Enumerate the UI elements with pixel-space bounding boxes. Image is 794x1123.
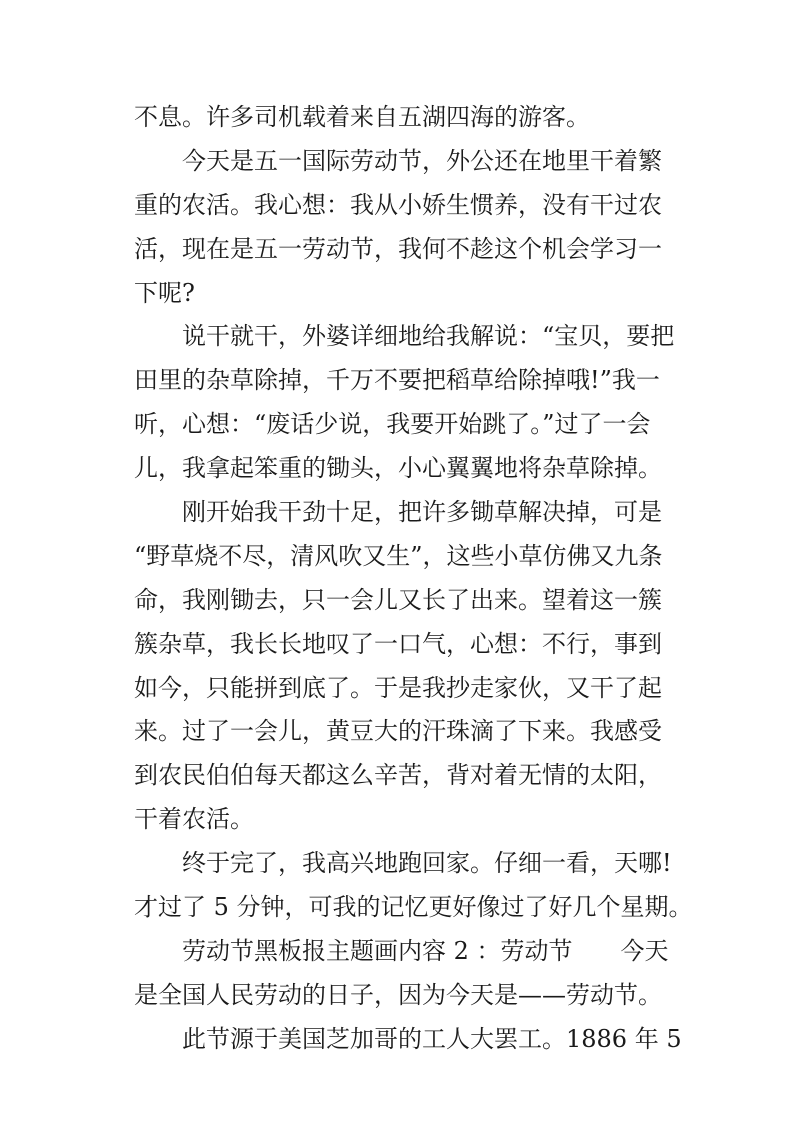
- text-line: 如今，只能拼到底了。于是我抄走家伙，又干了起: [134, 673, 662, 702]
- text-line: 才过了 5 分钟，可我的记忆更好像过了好几个星期。: [134, 893, 693, 922]
- text-line: 不息。许多司机载着来自五湖四海的游客。: [134, 103, 590, 131]
- text-line: 田里的杂草除掉，千万不要把稻草给除掉哦!”我一: [134, 366, 660, 395]
- text-line: 活，现在是五一劳动节，我何不趁这个机会学习一: [134, 234, 662, 263]
- text-line: 重的农活。我心想：我从小娇生惯养，没有干过农: [134, 190, 662, 219]
- text-line: 终于完了，我高兴地跑回家。仔细一看，天哪!: [182, 849, 672, 878]
- text-line: 儿，我拿起笨重的锄头，小心翼翼地将杂草除掉。: [134, 454, 662, 483]
- paragraph-6: [134, 930, 679, 1018]
- text-line: 簇杂草，我长长地叹了一口气，心想：不行，事到: [134, 629, 662, 658]
- text-line: 到农民伯伯每天都这么辛苦，背对着无情的太阳，: [134, 761, 662, 790]
- paragraph-1: [134, 96, 679, 140]
- text-line: 听，心想：“废话少说，我要开始跳了。”过了一会: [134, 410, 651, 439]
- text-line: 劳动节黑板报主题画内容 2 ：劳动节 今天: [182, 936, 669, 965]
- text-line: 命，我刚锄去，只一会儿又长了出来。望着这一簇: [134, 585, 662, 614]
- text-line: 说干就干，外婆详细地给我解说：“宝贝，要把: [182, 322, 675, 351]
- text-line: 此节源于美国芝加哥的工人大罢工。1886 年 5: [182, 1024, 682, 1053]
- text-line: 刚开始我干劲十足，把许多锄草解决掉，可是: [182, 498, 662, 527]
- text-line: 下呢?: [134, 278, 195, 307]
- paragraph-4: [134, 491, 679, 842]
- paragraph-2: [134, 140, 679, 316]
- text-line: 是全国人民劳动的日子，因为今天是——劳动节。: [134, 980, 662, 1009]
- paragraph-5: [134, 842, 693, 930]
- text-line: 干着农活。: [134, 805, 254, 834]
- text-line: “野草烧不尽，清风吹又生”，这些小草仿佛又九条: [134, 541, 663, 570]
- paragraph-3: [134, 315, 679, 491]
- document-body: [134, 96, 693, 1062]
- text-line: 来。过了一会儿，黄豆大的汗珠滴了下来。我感受: [134, 717, 662, 746]
- text-line: 今天是五一国际劳动节，外公还在地里干着繁: [182, 146, 662, 175]
- paragraph-7: [134, 1018, 682, 1062]
